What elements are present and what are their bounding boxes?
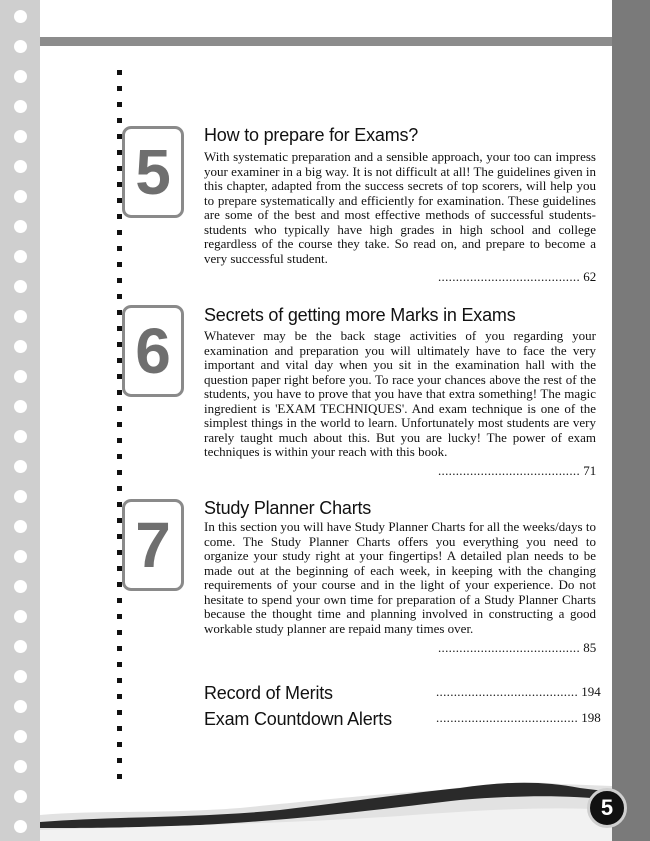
binding-hole	[14, 730, 27, 743]
page-ref: 85	[583, 640, 597, 655]
leader-dots: ........................................	[438, 640, 580, 655]
toc-page-entry[interactable]	[436, 684, 601, 700]
leader-dots: ........................................	[438, 269, 580, 284]
toc-page-entry[interactable]	[438, 269, 596, 285]
decorative-wave	[40, 770, 612, 841]
binding-hole	[14, 280, 27, 293]
binding-hole	[14, 640, 27, 653]
binding-hole	[14, 250, 27, 263]
binding-hole	[14, 820, 27, 833]
binding-hole	[14, 400, 27, 413]
page-ref: 62	[583, 269, 597, 284]
chapter-number-badge: 5	[122, 126, 184, 218]
leader-dots: ........................................	[436, 710, 578, 725]
page-number-badge: 5	[587, 788, 627, 828]
binding-hole	[14, 370, 27, 383]
chapter-number-badge: 7	[122, 499, 184, 591]
toc-page-entry[interactable]	[438, 463, 596, 479]
binding-hole	[14, 40, 27, 53]
binding-hole	[14, 70, 27, 83]
page-ref: 71	[583, 463, 597, 478]
binding-strip	[0, 0, 40, 841]
binding-hole	[14, 760, 27, 773]
binding-hole	[14, 430, 27, 443]
binding-hole	[14, 340, 27, 353]
page-ref: 194	[581, 684, 601, 699]
chapter-description: Whatever may be the back stage activities of you regarding your examination and preparation you will ultimately have to face the very important and vital day when you sit in the examination hall with the question paper right before you. To race your chances above the rest of the students, you have to prove that you have that extra something! The magic ingredient is 'EXAM TECHNIQUES'. And exam technique is one of the simplest things in the world to learn. Unfortunately most students are very rarely taught much about this. But you are lucky! The power of exam techniques is within your reach with this book.	[204, 328, 596, 459]
binding-hole	[14, 130, 27, 143]
page-ref: 198	[581, 710, 601, 725]
binding-hole	[14, 550, 27, 563]
binding-hole	[14, 790, 27, 803]
chapter-title[interactable]: Secrets of getting more Marks in Exams	[204, 305, 516, 325]
chapter-description: With systematic preparation and a sensible approach, your too can impress your examiner in a big way. It is not difficult at all! The guidelines given in this chapter, adapted from the success secrets of top scorers, will help you to prepare systematically and efficiently for examination. These guidelines are some of the best and most effective methods of successful students-students who typically have high grades in high school and college regardless of the course they take. So read on, and prepare to become a very successful student.	[204, 149, 596, 266]
right-margin-bar	[612, 0, 650, 841]
binding-hole	[14, 490, 27, 503]
binding-hole	[14, 460, 27, 473]
toc-page-entry[interactable]	[436, 710, 601, 726]
binding-hole	[14, 670, 27, 683]
binding-hole	[14, 520, 27, 533]
binding-hole	[14, 700, 27, 713]
binding-hole	[14, 610, 27, 623]
top-rule	[40, 37, 612, 46]
toc-page-entry[interactable]	[438, 640, 596, 656]
binding-hole	[14, 190, 27, 203]
extra-entry-title[interactable]: Exam Countdown Alerts	[204, 709, 392, 729]
chapter-title[interactable]: How to prepare for Exams?	[204, 125, 419, 145]
chapter-title[interactable]: Study Planner Charts	[204, 498, 372, 518]
binding-hole	[14, 580, 27, 593]
leader-dots: ........................................	[436, 684, 578, 699]
chapter-description: In this section you will have Study Planner Charts for all the weeks/days to come. The Study Planner Charts offers you everything you need to organize your study right at your fingertips! A detailed plan needs to be made out at the beginning of each week, in keeping with the changing requirements of your course and in the light of your experience. Do not hesitate to spend your own time for preparation of a Study Planner Charts because the thought time and planning involved in constructing a good workable study planner are repaid many times over.	[204, 519, 596, 636]
binding-hole	[14, 160, 27, 173]
binding-hole	[14, 10, 27, 23]
binding-hole	[14, 220, 27, 233]
leader-dots: ........................................	[438, 463, 580, 478]
extra-entry-title[interactable]: Record of Merits	[204, 683, 333, 703]
binding-hole	[14, 100, 27, 113]
binding-hole	[14, 310, 27, 323]
chapter-number-badge: 6	[122, 305, 184, 397]
